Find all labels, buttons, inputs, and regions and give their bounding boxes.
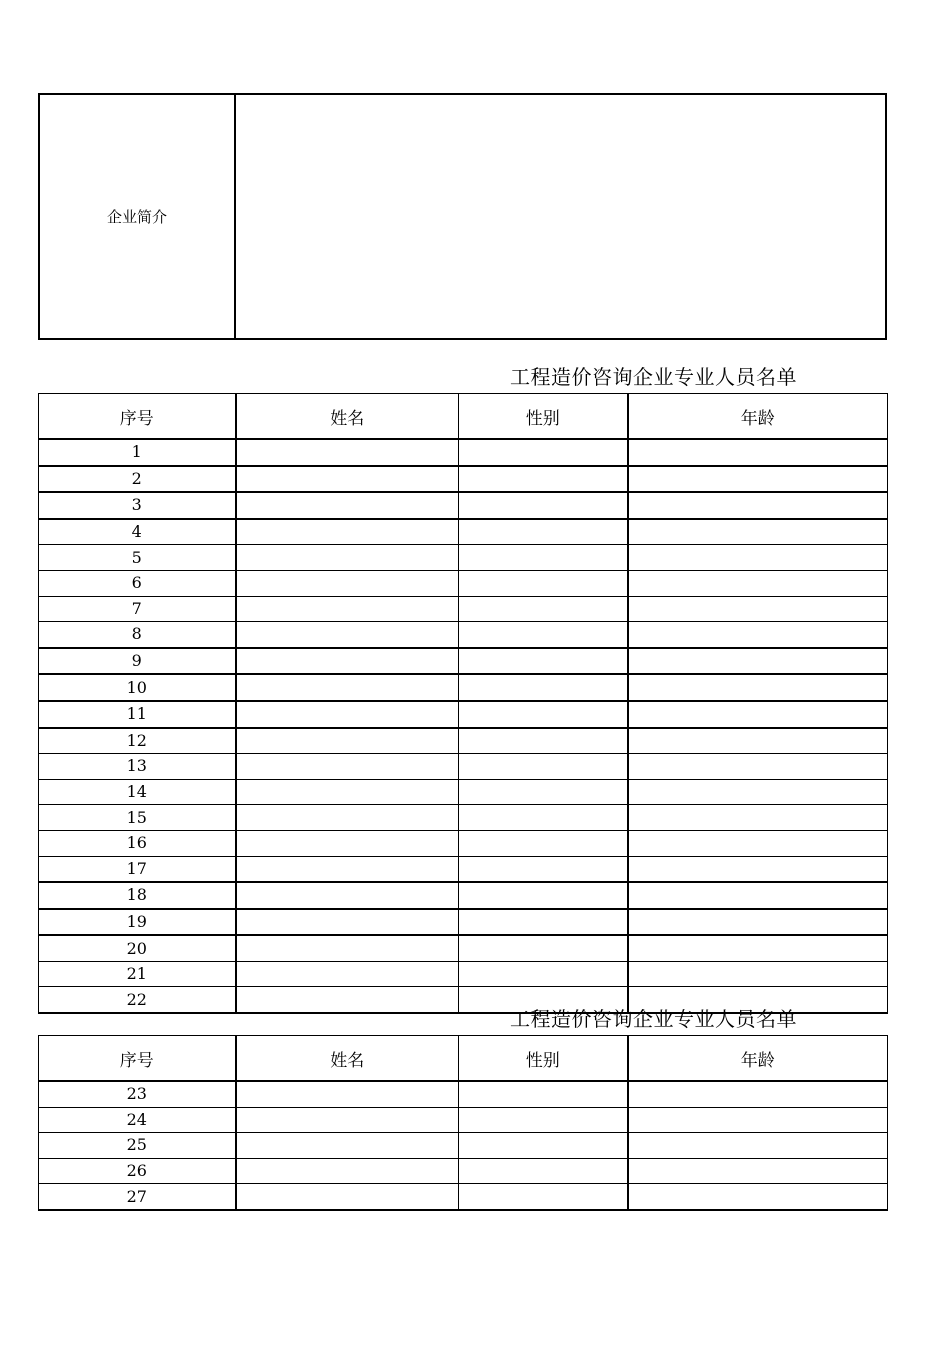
name-cell[interactable]	[236, 830, 459, 856]
table-row	[39, 492, 888, 519]
gender-cell[interactable]	[459, 909, 628, 936]
seq-cell: 1	[39, 439, 236, 466]
gender-cell[interactable]	[459, 622, 628, 648]
header-gender: 性别	[459, 394, 628, 440]
gender-cell[interactable]	[459, 882, 628, 909]
seq-cell: 3	[39, 492, 236, 519]
table-row	[39, 1133, 888, 1159]
age-cell[interactable]	[628, 805, 888, 831]
table-row	[39, 856, 888, 882]
table-row	[39, 519, 888, 545]
table-row	[39, 674, 888, 701]
gender-cell[interactable]	[459, 466, 628, 493]
staff-roster-table-1	[38, 393, 888, 1014]
name-cell[interactable]	[236, 805, 459, 831]
table-row	[39, 882, 888, 909]
table-row	[39, 1107, 888, 1133]
seq-cell: 17	[39, 856, 236, 882]
name-cell[interactable]	[236, 1081, 459, 1107]
name-cell[interactable]	[236, 1133, 459, 1159]
table-row	[39, 701, 888, 728]
name-cell[interactable]	[236, 987, 459, 1013]
gender-cell[interactable]	[459, 754, 628, 780]
age-cell[interactable]	[628, 779, 888, 805]
table-row	[39, 439, 888, 466]
table-row	[39, 545, 888, 571]
age-cell[interactable]	[628, 830, 888, 856]
table-row	[39, 805, 888, 831]
table-row	[39, 728, 888, 754]
seq-cell: 2	[39, 466, 236, 493]
name-cell[interactable]	[236, 754, 459, 780]
table-row	[39, 779, 888, 805]
seq-cell: 13	[39, 754, 236, 780]
age-cell[interactable]	[628, 570, 888, 596]
gender-cell[interactable]	[459, 1081, 628, 1107]
gender-cell[interactable]	[459, 545, 628, 571]
age-cell[interactable]	[628, 909, 888, 936]
name-cell[interactable]	[236, 961, 459, 987]
gender-cell[interactable]	[459, 728, 628, 754]
seq-cell: 18	[39, 882, 236, 909]
seq-cell: 9	[39, 648, 236, 675]
gender-cell[interactable]	[459, 439, 628, 466]
seq-cell: 6	[39, 570, 236, 596]
gender-cell[interactable]	[459, 961, 628, 987]
company-intro-content[interactable]	[236, 95, 885, 338]
age-cell[interactable]	[628, 596, 888, 622]
seq-cell: 4	[39, 519, 236, 545]
name-cell[interactable]	[236, 856, 459, 882]
name-cell[interactable]	[236, 674, 459, 701]
seq-cell: 7	[39, 596, 236, 622]
age-cell[interactable]	[628, 1107, 888, 1133]
table-row	[39, 596, 888, 622]
age-cell[interactable]	[628, 622, 888, 648]
header-age: 年龄	[628, 1036, 888, 1082]
header-gender: 性别	[459, 1036, 628, 1082]
seq-cell: 21	[39, 961, 236, 987]
gender-cell[interactable]	[459, 519, 628, 545]
table-row	[39, 622, 888, 648]
name-cell[interactable]	[236, 622, 459, 648]
gender-cell[interactable]	[459, 935, 628, 961]
age-cell[interactable]	[628, 935, 888, 961]
name-cell[interactable]	[236, 882, 459, 909]
gender-cell[interactable]	[459, 1133, 628, 1159]
name-cell[interactable]	[236, 1184, 459, 1210]
header-seq: 序号	[39, 1036, 236, 1082]
table-row	[39, 754, 888, 780]
gender-cell[interactable]	[459, 856, 628, 882]
seq-cell: 16	[39, 830, 236, 856]
gender-cell[interactable]	[459, 1184, 628, 1210]
seq-cell: 25	[39, 1133, 236, 1159]
age-cell[interactable]	[628, 754, 888, 780]
name-cell[interactable]	[236, 701, 459, 728]
age-cell[interactable]	[628, 1158, 888, 1184]
table-row	[39, 1081, 888, 1107]
gender-cell[interactable]	[459, 830, 628, 856]
seq-cell: 11	[39, 701, 236, 728]
name-cell[interactable]	[236, 779, 459, 805]
seq-cell: 14	[39, 779, 236, 805]
table-row	[39, 935, 888, 961]
age-cell[interactable]	[628, 856, 888, 882]
age-cell[interactable]	[628, 492, 888, 519]
roster-title-2: 工程造价咨询企业专业人员名单	[510, 1007, 797, 1031]
name-cell[interactable]	[236, 1158, 459, 1184]
age-cell[interactable]	[628, 728, 888, 754]
table-row	[39, 1158, 888, 1184]
roster-title-1: 工程造价咨询企业专业人员名单	[510, 365, 797, 389]
seq-cell: 20	[39, 935, 236, 961]
name-cell[interactable]	[236, 466, 459, 493]
name-cell[interactable]	[236, 1107, 459, 1133]
header-seq: 序号	[39, 394, 236, 440]
table-row	[39, 830, 888, 856]
table-row	[39, 466, 888, 493]
age-cell[interactable]	[628, 1081, 888, 1107]
gender-cell[interactable]	[459, 596, 628, 622]
table-header-row	[39, 394, 888, 440]
age-cell[interactable]	[628, 882, 888, 909]
table-row	[39, 909, 888, 936]
header-age: 年龄	[628, 394, 888, 440]
gender-cell[interactable]	[459, 674, 628, 701]
seq-cell: 12	[39, 728, 236, 754]
age-cell[interactable]	[628, 961, 888, 987]
name-cell[interactable]	[236, 439, 459, 466]
name-cell[interactable]	[236, 570, 459, 596]
seq-cell: 19	[39, 909, 236, 936]
seq-cell: 26	[39, 1158, 236, 1184]
header-name: 姓名	[236, 394, 459, 440]
seq-cell: 15	[39, 805, 236, 831]
gender-cell[interactable]	[459, 1107, 628, 1133]
age-cell[interactable]	[628, 545, 888, 571]
age-cell[interactable]	[628, 701, 888, 728]
age-cell[interactable]	[628, 648, 888, 675]
name-cell[interactable]	[236, 935, 459, 961]
header-name: 姓名	[236, 1036, 459, 1082]
gender-cell[interactable]	[459, 570, 628, 596]
name-cell[interactable]	[236, 545, 459, 571]
seq-cell: 24	[39, 1107, 236, 1133]
age-cell[interactable]	[628, 439, 888, 466]
seq-cell: 8	[39, 622, 236, 648]
company-intro-box	[38, 93, 887, 340]
age-cell[interactable]	[628, 466, 888, 493]
table-row	[39, 570, 888, 596]
name-cell[interactable]	[236, 909, 459, 936]
table-row	[39, 648, 888, 675]
age-cell[interactable]	[628, 674, 888, 701]
gender-cell[interactable]	[459, 779, 628, 805]
staff-roster-table-2	[38, 1035, 888, 1211]
seq-cell: 5	[39, 545, 236, 571]
gender-cell[interactable]	[459, 701, 628, 728]
seq-cell: 27	[39, 1184, 236, 1210]
name-cell[interactable]	[236, 728, 459, 754]
seq-cell: 10	[39, 674, 236, 701]
gender-cell[interactable]	[459, 805, 628, 831]
company-intro-label: 企业简介	[40, 95, 236, 338]
table-row	[39, 961, 888, 987]
gender-cell[interactable]	[459, 1158, 628, 1184]
seq-cell: 22	[39, 987, 236, 1013]
seq-cell: 23	[39, 1081, 236, 1107]
age-cell[interactable]	[628, 519, 888, 545]
table-row	[39, 1184, 888, 1210]
age-cell[interactable]	[628, 1133, 888, 1159]
age-cell[interactable]	[628, 1184, 888, 1210]
name-cell[interactable]	[236, 648, 459, 675]
name-cell[interactable]	[236, 596, 459, 622]
name-cell[interactable]	[236, 492, 459, 519]
name-cell[interactable]	[236, 519, 459, 545]
gender-cell[interactable]	[459, 648, 628, 675]
table-header-row	[39, 1036, 888, 1082]
gender-cell[interactable]	[459, 492, 628, 519]
